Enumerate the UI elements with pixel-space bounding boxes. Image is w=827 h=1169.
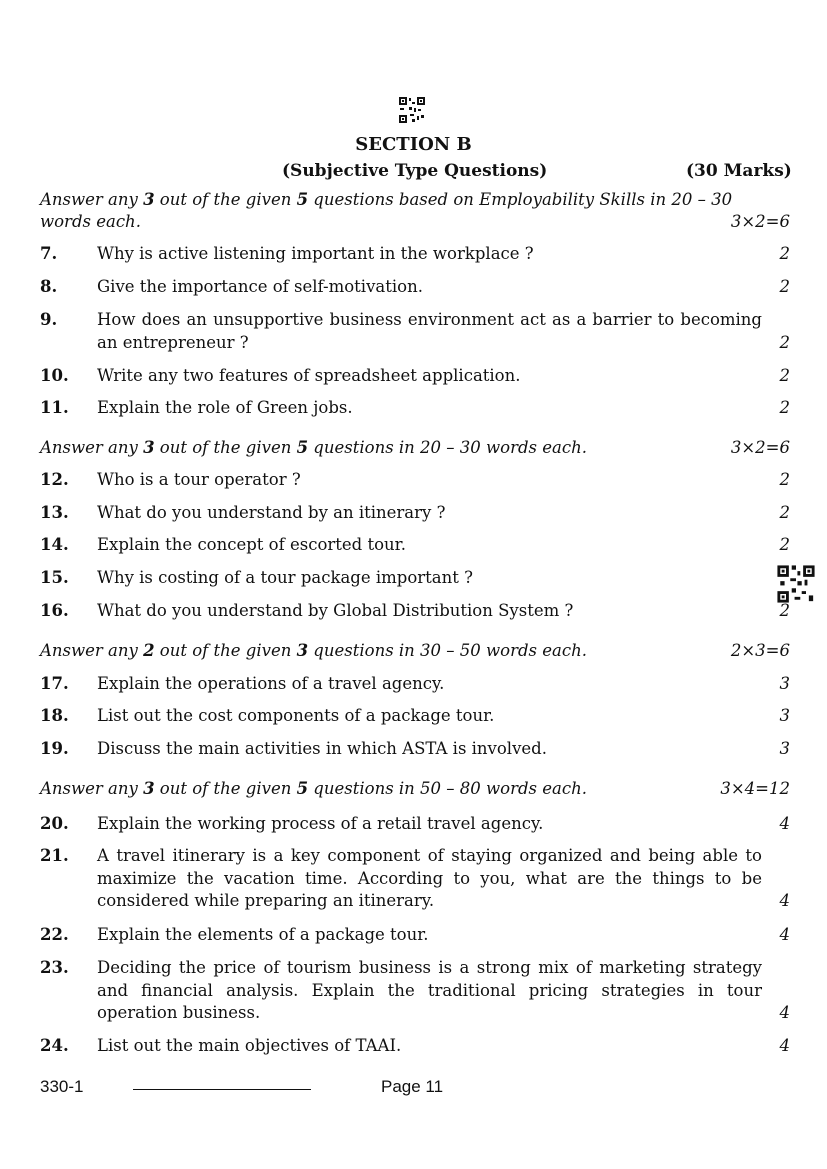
question-text: Explain the operations of a travel agency. [97,674,445,693]
question-item [40,957,790,1025]
question-number: 9. [40,310,58,329]
question-marks: 2 [779,470,790,489]
question-item [40,1035,790,1058]
question-marks: 3 [779,674,790,693]
question-number: 16. [40,601,69,620]
qr-code-icon [398,96,426,124]
question-item [40,243,790,266]
section-total-marks: (30 Marks) [686,161,792,181]
question-number: 8. [40,277,58,296]
question-marks: 4 [779,1036,790,1055]
question-text: List out the cost components of a package tour. [97,706,495,725]
question-item [40,924,790,947]
question-item [40,567,790,590]
question-text: List out the main objectives of TAAI. [97,1036,402,1055]
question-number: 13. [40,503,69,522]
question-number: 24. [40,1036,69,1055]
instruction-group-3: Answer any 2 out of the given 3 questions in 30 – 50 words each. 2×3=6 [40,641,790,660]
section-subtitle: (Subjective Type Questions) [282,161,548,181]
question-item [40,309,790,354]
instruction-group-1: Answer any 3 out of the given 5 questions based on Employability Skills in 20 – 30 words each. [40,190,733,231]
question-marks: 4 [779,814,790,833]
question-number: 15. [40,568,69,587]
question-text: Who is a tour operator ? [97,470,301,489]
question-marks: 4 [779,891,790,910]
question-text: Why is active listening important in the workplace ? [97,244,534,263]
question-text: What do you understand by an itinerary ? [97,503,446,522]
question-text: Give the importance of self-motivation. [97,277,423,296]
question-number: 11. [40,398,69,417]
question-number: 18. [40,706,69,725]
question-item [40,600,790,623]
question-item [40,276,790,299]
group-marks: 2×3=6 [730,641,790,660]
question-marks: 2 [779,398,790,417]
question-text: Deciding the price of tourism business is a strong mix of marketing strategy and financial analysis. Explain the traditional pricing strategies in tour operation business. [97,958,762,1022]
question-text: Write any two features of spreadsheet application. [97,366,521,385]
question-text: How does an unsupportive business environment act as a barrier to becoming an entrepreneur ? [97,310,762,352]
question-text: Discuss the main activities in which ASTA is involved. [97,739,547,758]
question-marks: 2 [779,535,790,554]
question-item [40,365,790,388]
question-item [40,397,790,420]
question-item [40,673,790,696]
question-marks: 2 [779,601,790,620]
question-marks: 4 [779,925,790,944]
question-marks: 3 [779,739,790,758]
question-number: 19. [40,739,69,758]
question-number: 17. [40,674,69,693]
question-number: 7. [40,244,58,263]
question-item [40,813,790,836]
question-number: 10. [40,366,69,385]
question-text: Why is costing of a tour package important ? [97,568,473,587]
question-text: A travel itinerary is a key component of staying organized and being able to maximize the vacation time. According to you, what are the things to be considered while preparing an itinerary. [97,846,762,910]
question-number: 20. [40,814,69,833]
question-number: 21. [40,846,69,865]
paper-code: 330-1 [40,1077,84,1096]
question-item [40,469,790,492]
question-marks: 4 [779,1003,790,1022]
question-number: 22. [40,925,69,944]
question-item [40,534,790,557]
question-text: Explain the role of Green jobs. [97,398,353,417]
question-text: What do you understand by Global Distribution System ? [97,601,574,620]
question-number: 23. [40,958,69,977]
question-item [40,502,790,525]
question-marks: 2 [779,277,790,296]
group-marks: 3×4=12 [720,779,790,798]
instruction-group-2: Answer any 3 out of the given 5 questions in 20 – 30 words each. 3×2=6 [40,438,790,457]
question-text: Explain the elements of a package tour. [97,925,429,944]
question-marks: 3 [779,706,790,725]
question-number: 12. [40,470,69,489]
instruction-group-1-marks-row [40,211,790,233]
question-item [40,738,790,761]
section-title: SECTION B [355,134,472,155]
instruction-group-4: Answer any 3 out of the given 5 questions in 50 – 80 words each. 3×4=12 [40,779,790,798]
page-number: Page 11 [381,1077,444,1096]
group-marks: 3×2=6 [730,212,790,231]
question-item [40,705,790,728]
group-marks: 3×2=6 [730,438,790,457]
question-marks: 2 [779,244,790,263]
question-text: Explain the working process of a retail travel agency. [97,814,544,833]
footer-divider [133,1089,311,1090]
question-number: 14. [40,535,69,554]
question-marks: 2 [779,332,790,352]
question-marks: 2 [779,503,790,522]
question-item [40,845,790,913]
question-text: Explain the concept of escorted tour. [97,535,406,554]
question-marks: 2 [779,366,790,385]
